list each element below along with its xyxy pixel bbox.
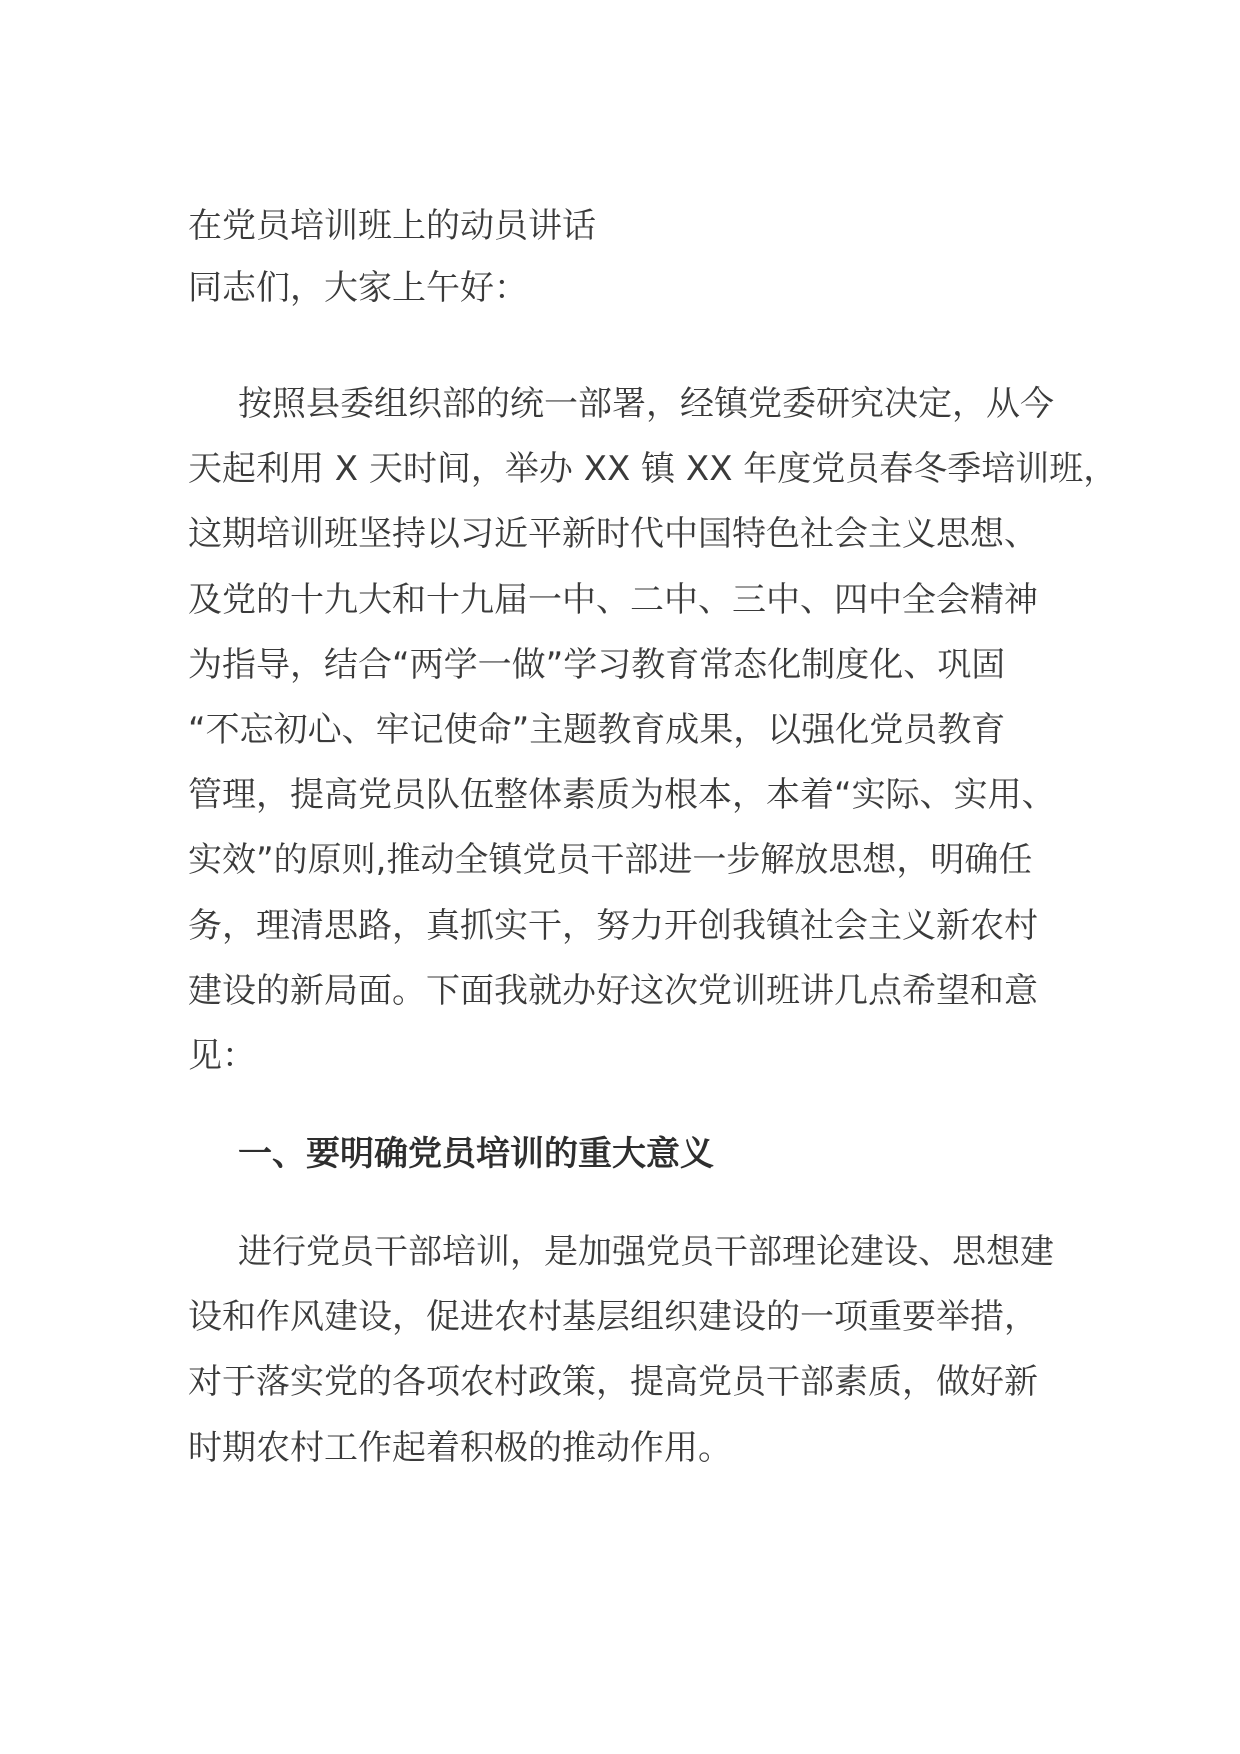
- paragraph-line: 实效”的原则,推动全镇党员干部进一步解放思想，明确任: [188, 840, 1033, 881]
- paragraph-line: 按照县委组织部的统一部署，经镇党委研究决定，从今: [238, 384, 1054, 424]
- document-title: 在党员培训班上的动员讲话: [188, 206, 596, 246]
- paragraph-line: 对于落实党的各项农村政策，提高党员干部素质，做好新: [188, 1362, 1038, 1403]
- paragraph-line: 设和作风建设，促进农村基层组织建设的一项重要举措，: [188, 1297, 1038, 1338]
- paragraph-line: “不忘初心、牢记使命”主题教育成果，以强化党员教育: [188, 710, 1006, 751]
- paragraph-2: [188, 1220, 1054, 1481]
- paragraph-line: 务，理清思路，真抓实干，努力开创我镇社会主义新农村: [188, 905, 1038, 946]
- paragraph-1: [188, 372, 1117, 1089]
- paragraph-line: 天起利用 X 天时间，举办 XX 镇 XX 年度党员春冬季培训班，: [188, 449, 1118, 490]
- paragraph-line: 为指导，结合“两学一做”学习教育常态化制度化、巩固: [188, 644, 1006, 685]
- paragraph-line: 进行党员干部培训，是加强党员干部理论建设、思想建: [238, 1232, 1054, 1272]
- paragraph-line: 及党的十九大和十九届一中、二中、三中、四中全会精神: [188, 579, 1038, 620]
- paragraph-line: 管理，提高党员队伍整体素质为根本，本着“实际、实用、: [188, 775, 1056, 816]
- section-heading: 一、要明确党员培训的重大意义: [238, 1134, 714, 1174]
- paragraph-line: 时期农村工作起着积极的推动作用。: [188, 1427, 732, 1468]
- paragraph-line: 这期培训班坚持以习近平新时代中国特色社会主义思想、: [188, 514, 1038, 555]
- paragraph-line: 建设的新局面。下面我就办好这次党训班讲几点希望和意: [188, 970, 1038, 1011]
- greeting: 同志们，大家上午好：: [188, 268, 528, 308]
- paragraph-line: 见：: [188, 1036, 256, 1077]
